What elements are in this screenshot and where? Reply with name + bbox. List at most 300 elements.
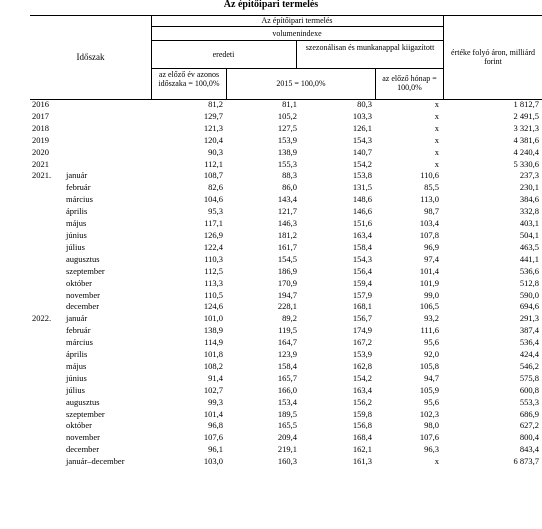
- value-text: 95,3: [208, 206, 223, 217]
- value-text: 156,4: [352, 265, 372, 276]
- value-cell: [300, 266, 375, 278]
- period-cell: [30, 218, 151, 230]
- table-row: [30, 456, 542, 468]
- period-cell: [30, 337, 151, 349]
- value-cell: [375, 444, 442, 456]
- value-text: x: [434, 146, 439, 157]
- value-text: 536,6: [519, 265, 539, 276]
- value-cell: [226, 206, 300, 218]
- value-cell: [375, 420, 442, 432]
- value-text: 105,9: [419, 384, 439, 395]
- value-text: 122,4: [203, 241, 223, 252]
- value-text: 80,3: [357, 99, 372, 109]
- month-label: január: [66, 313, 88, 324]
- value-text: 154,2: [352, 158, 372, 169]
- value-text: 156,2: [352, 396, 372, 407]
- period-cell: [30, 182, 151, 194]
- value-cell: [375, 159, 442, 171]
- year-label: 2018: [32, 122, 49, 133]
- value-text: 536,4: [519, 337, 539, 348]
- value-text: 6 873,7: [513, 456, 539, 467]
- value-cell: [375, 147, 442, 159]
- value-cell: [375, 182, 442, 194]
- value-cell: [300, 206, 375, 218]
- period-cell: [30, 242, 151, 254]
- value-cell: [375, 301, 442, 313]
- value-text: 126,9: [203, 229, 223, 240]
- value-text: x: [434, 456, 439, 467]
- value-text: 101,0: [203, 313, 223, 324]
- value-cell: [442, 337, 542, 349]
- value-text: 5 330,6: [513, 158, 539, 169]
- table-row: [30, 278, 542, 290]
- value-text: 168,4: [352, 432, 372, 443]
- period-cell: [30, 147, 151, 159]
- value-cell: [151, 397, 226, 409]
- value-cell: [300, 170, 375, 182]
- period-cell: [30, 349, 151, 361]
- header-period: Időszak: [76, 52, 105, 62]
- value-cell: [226, 349, 300, 361]
- value-cell: [226, 266, 300, 278]
- value-text: 121,7: [277, 206, 297, 217]
- value-text: 165,5: [277, 420, 297, 431]
- value-cell: [226, 290, 300, 302]
- value-text: 103,4: [419, 218, 439, 229]
- value-cell: [375, 123, 442, 135]
- value-text: 164,7: [277, 337, 297, 348]
- value-cell: [300, 385, 375, 397]
- value-cell: [300, 397, 375, 409]
- value-text: 104,6: [203, 194, 223, 205]
- value-cell: [226, 147, 300, 159]
- value-text: 108,2: [203, 360, 223, 371]
- value-cell: [226, 373, 300, 385]
- table-row: [30, 218, 542, 230]
- value-text: 86,0: [282, 182, 297, 193]
- value-cell: [226, 170, 300, 182]
- value-cell: [151, 123, 226, 135]
- value-text: 158,4: [352, 241, 372, 252]
- month-label: szeptember: [66, 408, 105, 419]
- value-text: 108,7: [203, 170, 223, 181]
- value-text: 694,6: [519, 301, 539, 312]
- value-text: 151,6: [352, 218, 372, 229]
- value-text: 170,9: [277, 277, 297, 288]
- value-text: 127,5: [277, 122, 297, 133]
- value-cell: [226, 432, 300, 444]
- header-divider-3: [296, 41, 297, 69]
- value-text: 159,4: [352, 277, 372, 288]
- value-text: 590,0: [519, 289, 539, 300]
- value-text: 154,5: [277, 253, 297, 264]
- value-text: 101,8: [203, 349, 223, 360]
- header-rule-3: [151, 68, 443, 69]
- table-row: [30, 99, 542, 111]
- table-row: [30, 254, 542, 266]
- value-cell: [375, 397, 442, 409]
- value-cell: [375, 230, 442, 242]
- period-cell: [30, 194, 151, 206]
- value-cell: [375, 206, 442, 218]
- value-text: x: [434, 110, 439, 121]
- value-cell: [442, 123, 542, 135]
- table-row: [30, 230, 542, 242]
- value-cell: [375, 266, 442, 278]
- header-prev-year: az előző év azonos időszaka = 100,0%: [158, 70, 220, 88]
- value-text: 105,2: [277, 110, 297, 121]
- value-cell: [151, 349, 226, 361]
- value-cell: [375, 111, 442, 123]
- value-text: 105,8: [419, 360, 439, 371]
- value-text: 99,0: [424, 289, 439, 300]
- value-text: 153,9: [277, 134, 297, 145]
- value-cell: [375, 349, 442, 361]
- table-row: [30, 147, 542, 159]
- value-cell: [300, 325, 375, 337]
- value-text: 131,5: [352, 182, 372, 193]
- table-row: [30, 432, 542, 444]
- value-cell: [442, 290, 542, 302]
- value-text: 553,3: [519, 396, 539, 407]
- value-cell: [300, 242, 375, 254]
- value-text: 96,1: [208, 444, 223, 455]
- month-label: november: [66, 289, 100, 300]
- value-text: 424,4: [519, 349, 539, 360]
- value-cell: [151, 242, 226, 254]
- table-row: [30, 266, 542, 278]
- value-cell: [300, 313, 375, 325]
- header-original: eredeti: [212, 50, 235, 59]
- value-cell: [226, 361, 300, 373]
- value-cell: [151, 266, 226, 278]
- value-text: 103,3: [352, 110, 372, 121]
- value-text: 504,1: [519, 229, 539, 240]
- table-row: [30, 337, 542, 349]
- month-label: március: [66, 337, 93, 348]
- value-cell: [442, 242, 542, 254]
- value-text: 103,0: [203, 456, 223, 467]
- table-row: [30, 194, 542, 206]
- value-cell: [375, 99, 442, 111]
- header-seasonal: szezonálisan és munkanappal kiigazított: [305, 43, 435, 52]
- value-text: 168,1: [352, 301, 372, 312]
- period-cell: [30, 266, 151, 278]
- value-cell: [442, 349, 542, 361]
- value-text: 189,5: [277, 408, 297, 419]
- value-text: 384,6: [519, 194, 539, 205]
- header-production: Az építőipari termelés: [261, 16, 333, 25]
- value-cell: [226, 456, 300, 468]
- value-cell: [151, 170, 226, 182]
- value-cell: [226, 278, 300, 290]
- value-text: 194,7: [277, 289, 297, 300]
- value-text: 96,3: [424, 444, 439, 455]
- table-row: [30, 361, 542, 373]
- value-cell: [300, 456, 375, 468]
- value-cell: [442, 254, 542, 266]
- period-cell: [30, 444, 151, 456]
- value-cell: [442, 325, 542, 337]
- period-cell: [30, 170, 151, 182]
- month-label: július: [66, 384, 85, 395]
- header-rule-1: [151, 26, 443, 27]
- value-cell: [151, 135, 226, 147]
- table-row: [30, 385, 542, 397]
- month-label: április: [66, 206, 88, 217]
- value-cell: [151, 194, 226, 206]
- table-body: [30, 99, 542, 468]
- value-text: 101,9: [419, 277, 439, 288]
- value-text: 219,1: [277, 444, 297, 455]
- value-text: 93,2: [424, 313, 439, 324]
- month-label: július: [66, 241, 85, 252]
- value-cell: [226, 159, 300, 171]
- month-label: november: [66, 432, 100, 443]
- value-text: 90,3: [208, 146, 223, 157]
- value-text: 110,5: [204, 289, 223, 300]
- value-cell: [151, 325, 226, 337]
- table-row: [30, 409, 542, 421]
- period-cell: [30, 420, 151, 432]
- value-text: 140,7: [352, 146, 372, 157]
- table-row: [30, 111, 542, 123]
- value-cell: [151, 420, 226, 432]
- value-cell: [442, 111, 542, 123]
- value-text: 82,6: [208, 182, 223, 193]
- value-cell: [442, 373, 542, 385]
- value-text: 230,1: [519, 182, 539, 193]
- value-text: 2 491,5: [513, 110, 539, 121]
- value-cell: [300, 159, 375, 171]
- value-cell: [300, 444, 375, 456]
- value-text: 463,5: [519, 241, 539, 252]
- value-cell: [442, 301, 542, 313]
- period-cell: [30, 99, 151, 111]
- header-prev-month: az előző hónap = 100,0%: [382, 74, 437, 92]
- table-row: [30, 242, 542, 254]
- value-text: 81,1: [282, 99, 297, 109]
- value-cell: [300, 409, 375, 421]
- value-text: 387,4: [519, 325, 539, 336]
- value-cell: [300, 147, 375, 159]
- value-cell: [226, 111, 300, 123]
- value-text: 512,8: [519, 277, 539, 288]
- value-cell: [375, 456, 442, 468]
- month-label: október: [66, 420, 92, 431]
- value-text: 441,1: [519, 253, 539, 264]
- value-text: 166,0: [277, 384, 297, 395]
- value-text: 163,4: [352, 229, 372, 240]
- value-cell: [300, 349, 375, 361]
- value-text: 138,9: [277, 146, 297, 157]
- value-cell: [300, 182, 375, 194]
- value-cell: [226, 444, 300, 456]
- header-base-2015: 2015 = 100,0%: [276, 79, 326, 88]
- year-label: 2021.: [32, 170, 52, 181]
- value-cell: [375, 385, 442, 397]
- value-text: 89,2: [282, 313, 297, 324]
- value-text: 123,9: [277, 349, 297, 360]
- value-cell: [226, 313, 300, 325]
- table-row: [30, 206, 542, 218]
- value-cell: [442, 444, 542, 456]
- value-cell: [151, 230, 226, 242]
- table-row: [30, 420, 542, 432]
- value-text: 119,5: [278, 325, 297, 336]
- value-cell: [151, 337, 226, 349]
- value-cell: [442, 99, 542, 111]
- value-cell: [375, 432, 442, 444]
- value-cell: [151, 456, 226, 468]
- value-text: 107,6: [203, 432, 223, 443]
- value-text: 102,3: [419, 408, 439, 419]
- value-text: 113,0: [420, 194, 439, 205]
- value-text: 91,4: [208, 372, 223, 383]
- table-title: Az építőipari termelés: [223, 0, 319, 10]
- month-label: május: [66, 218, 87, 229]
- value-text: 159,8: [352, 408, 372, 419]
- value-text: 95,6: [424, 396, 439, 407]
- value-text: 155,3: [277, 158, 297, 169]
- value-cell: [442, 266, 542, 278]
- period-cell: [30, 135, 151, 147]
- value-text: 98,7: [424, 206, 439, 217]
- value-text: 101,4: [203, 408, 223, 419]
- year-label: 2019: [32, 134, 49, 145]
- value-text: 186,9: [277, 265, 297, 276]
- value-text: x: [434, 134, 439, 145]
- period-cell: [30, 301, 151, 313]
- value-cell: [151, 301, 226, 313]
- value-cell: [442, 313, 542, 325]
- value-text: 800,4: [519, 432, 539, 443]
- value-text: 153,8: [352, 170, 372, 181]
- year-label: 2022.: [32, 313, 52, 324]
- value-cell: [151, 254, 226, 266]
- value-text: 228,1: [277, 301, 297, 312]
- period-cell: [30, 325, 151, 337]
- value-cell: [375, 254, 442, 266]
- value-cell: [151, 99, 226, 111]
- month-label: február: [66, 182, 91, 193]
- period-cell: [30, 409, 151, 421]
- value-cell: [300, 218, 375, 230]
- value-cell: [442, 147, 542, 159]
- month-label: április: [66, 349, 88, 360]
- table-row: [30, 444, 542, 456]
- value-text: 112,5: [204, 265, 223, 276]
- table-row: [30, 290, 542, 302]
- value-cell: [300, 373, 375, 385]
- value-text: 112,1: [204, 158, 223, 169]
- month-label: június: [66, 372, 87, 383]
- value-cell: [226, 397, 300, 409]
- value-cell: [300, 420, 375, 432]
- value-cell: [375, 409, 442, 421]
- table-row: [30, 170, 542, 182]
- value-cell: [151, 147, 226, 159]
- value-text: 403,1: [519, 218, 539, 229]
- value-cell: [442, 206, 542, 218]
- value-cell: [300, 337, 375, 349]
- table-row: [30, 135, 542, 147]
- value-text: 153,9: [352, 349, 372, 360]
- value-text: 102,7: [203, 384, 223, 395]
- data-table: [30, 99, 542, 468]
- value-text: 129,7: [203, 110, 223, 121]
- header-volume-index: volumenindexe: [272, 29, 322, 38]
- value-cell: [151, 432, 226, 444]
- value-text: 111,6: [420, 325, 439, 336]
- value-text: 96,8: [208, 420, 223, 431]
- value-cell: [300, 361, 375, 373]
- value-cell: [226, 242, 300, 254]
- value-text: 110,3: [204, 253, 223, 264]
- value-text: 96,9: [424, 241, 439, 252]
- table-row: [30, 159, 542, 171]
- value-cell: [375, 290, 442, 302]
- value-cell: [442, 409, 542, 421]
- value-text: 167,2: [352, 337, 372, 348]
- value-cell: [151, 159, 226, 171]
- period-cell: [30, 313, 151, 325]
- value-cell: [300, 254, 375, 266]
- value-cell: [151, 218, 226, 230]
- year-label: 2021: [32, 158, 49, 169]
- value-cell: [226, 385, 300, 397]
- value-text: 101,4: [419, 265, 439, 276]
- value-cell: [151, 444, 226, 456]
- value-cell: [300, 230, 375, 242]
- value-text: 161,3: [352, 456, 372, 467]
- value-cell: [226, 409, 300, 421]
- value-cell: [375, 170, 442, 182]
- value-cell: [151, 373, 226, 385]
- value-text: 120,4: [203, 134, 223, 145]
- value-text: 107,6: [419, 432, 439, 443]
- month-label: szeptember: [66, 265, 105, 276]
- value-cell: [151, 111, 226, 123]
- value-text: 154,3: [352, 134, 372, 145]
- value-text: 92,0: [424, 349, 439, 360]
- value-text: 575,8: [519, 372, 539, 383]
- value-cell: [226, 254, 300, 266]
- value-text: 110,6: [420, 170, 439, 181]
- value-cell: [442, 194, 542, 206]
- value-cell: [442, 456, 542, 468]
- period-cell: [30, 254, 151, 266]
- value-cell: [226, 194, 300, 206]
- value-cell: [226, 218, 300, 230]
- period-cell: [30, 397, 151, 409]
- value-text: 94,7: [424, 372, 439, 383]
- period-cell: [30, 123, 151, 135]
- value-text: 81,2: [208, 99, 223, 109]
- value-cell: [300, 278, 375, 290]
- value-cell: [375, 373, 442, 385]
- value-text: 114,9: [204, 337, 223, 348]
- value-text: 4 240,4: [513, 146, 539, 157]
- value-cell: [226, 325, 300, 337]
- value-cell: [442, 218, 542, 230]
- value-text: 97,4: [424, 253, 439, 264]
- value-cell: [442, 182, 542, 194]
- value-text: 146,3: [277, 218, 297, 229]
- year-label: 2016: [32, 99, 49, 109]
- period-cell: [30, 361, 151, 373]
- value-text: 3 321,3: [513, 122, 539, 133]
